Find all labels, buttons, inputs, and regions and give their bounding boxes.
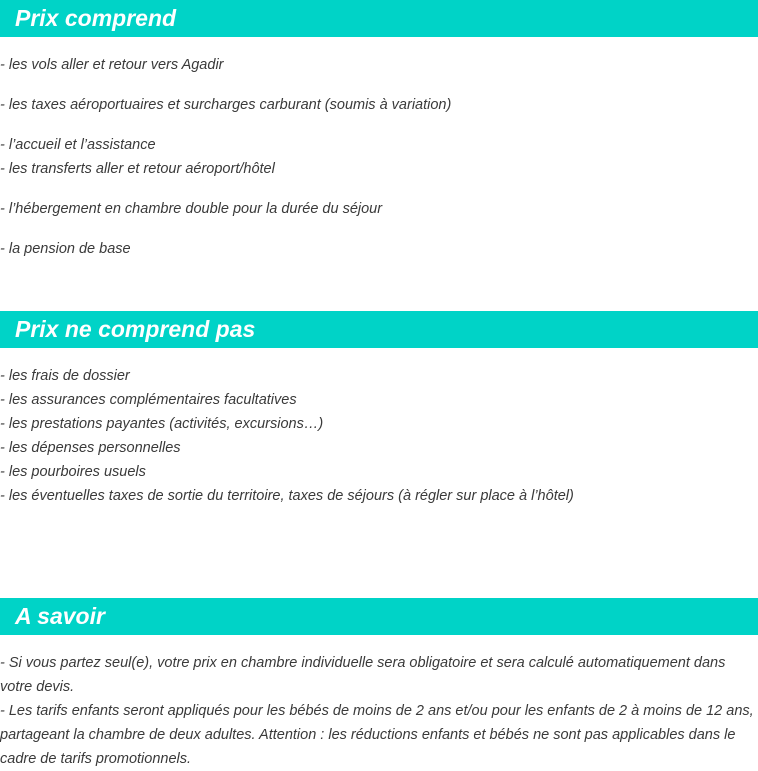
- list-item: - les frais de dossier: [0, 368, 130, 384]
- list-item: - les transferts aller et retour aéroport/hôtel: [0, 161, 275, 177]
- list-item: - l’hébergement en chambre double pour la durée du séjour: [0, 201, 383, 217]
- list-item: - les éventuelles taxes de sortie du territoire, taxes de séjours (à régler sur place à l’hôtel): [0, 488, 574, 504]
- info-paragraph: - Les tarifs enfants seront appliqués pour les bébés de moins de 2 ans et/ou pour les enfants de 2 à moins de 12 ans, partageant la chambre de deux adultes. Attention : les réductions enfants et bébés ne sont pas applicables dans le cadre de tarifs promotionnels.: [0, 703, 754, 767]
- section-header-prix-comprend: [0, 0, 758, 37]
- section-title: Prix ne comprend pas: [15, 316, 256, 342]
- section-title: Prix comprend: [15, 5, 177, 31]
- list-item: - les dépenses personnelles: [0, 440, 181, 456]
- section-header-a-savoir: [0, 598, 758, 635]
- list-item: - les vols aller et retour vers Agadir: [0, 57, 224, 73]
- list-item: - l’accueil et l’assistance: [0, 137, 156, 153]
- list-item: - la pension de base: [0, 241, 131, 257]
- section-title: A savoir: [15, 603, 105, 629]
- section-header-prix-ne-comprend-pas: [0, 311, 758, 348]
- list-item: - les assurances complémentaires facultatives: [0, 392, 297, 408]
- list-item: - les pourboires usuels: [0, 464, 146, 480]
- info-paragraph: - Si vous partez seul(e), votre prix en chambre individuelle sera obligatoire et sera calculé automatiquement dans votre devis.: [0, 655, 726, 695]
- list-item: - les prestations payantes (activités, excursions…): [0, 416, 324, 432]
- list-item: - les taxes aéroportuaires et surcharges carburant (soumis à variation): [0, 97, 452, 113]
